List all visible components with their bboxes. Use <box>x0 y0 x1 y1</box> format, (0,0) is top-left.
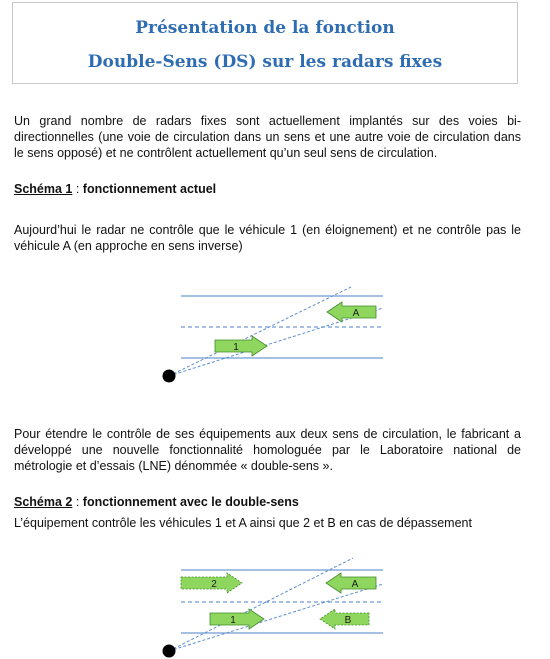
schema2-heading <box>14 494 299 510</box>
schema1-label: Schéma 1 <box>14 182 73 196</box>
radar-icon <box>163 370 176 383</box>
vehicle-1-label: 1 <box>230 615 236 626</box>
schema1-separator: : <box>72 182 83 196</box>
schema2-separator: : <box>72 495 83 509</box>
intro-paragraph: Un grand nombre de radars fixes sont actuellement implantés sur des voies bi-directionnelles (une voie de circulation dans un sens et une autre voie de circulation dans le sens opposé) et ne contrôlent actuellement qu’un seul sens de circulation. <box>14 114 521 160</box>
schema2-title: fonctionnement avec le double-sens <box>82 495 299 509</box>
schema1-diagram <box>155 270 395 390</box>
radar-beam-upper <box>169 287 351 376</box>
vehicle-a-arrow <box>327 302 376 322</box>
schema1-heading <box>14 181 216 197</box>
title-box <box>12 2 518 84</box>
schema1-paragraph: Aujourd’hui le radar ne contrôle que le véhicule 1 (en éloignement) et ne contrôle pas le véhicule A (en approche en sens inverse) <box>14 223 521 253</box>
vehicle-1-label: 1 <box>233 342 239 353</box>
schema2-paragraph: L’équipement contrôle les véhicules 1 et A ainsi que 2 et B en cas de dépassement <box>14 516 472 530</box>
schema1-title: fonctionnement actuel <box>82 182 217 196</box>
middle-paragraph: Pour étendre le contrôle de ses équipements aux deux sens de circulation, le fabricant a développé une nouvelle fonctionnalité homologuée par le Laboratoire national de métrologie et d’essais (LNE) dénommée « double-sens ». <box>14 427 521 473</box>
vehicle-2-label: 2 <box>211 579 217 590</box>
title-line-1: Présentation de la fonction <box>135 18 395 38</box>
vehicle-b-label: B <box>344 615 352 626</box>
vehicle-a-label: A <box>352 308 360 319</box>
vehicle-a-label: A <box>351 579 359 590</box>
schema2-diagram <box>155 552 395 659</box>
title-line-2: Double-Sens (DS) sur les radars fixes <box>87 52 443 72</box>
radar-beam-upper <box>169 558 353 651</box>
schema2-label: Schéma 2 <box>14 495 73 509</box>
radar-icon <box>163 645 176 658</box>
